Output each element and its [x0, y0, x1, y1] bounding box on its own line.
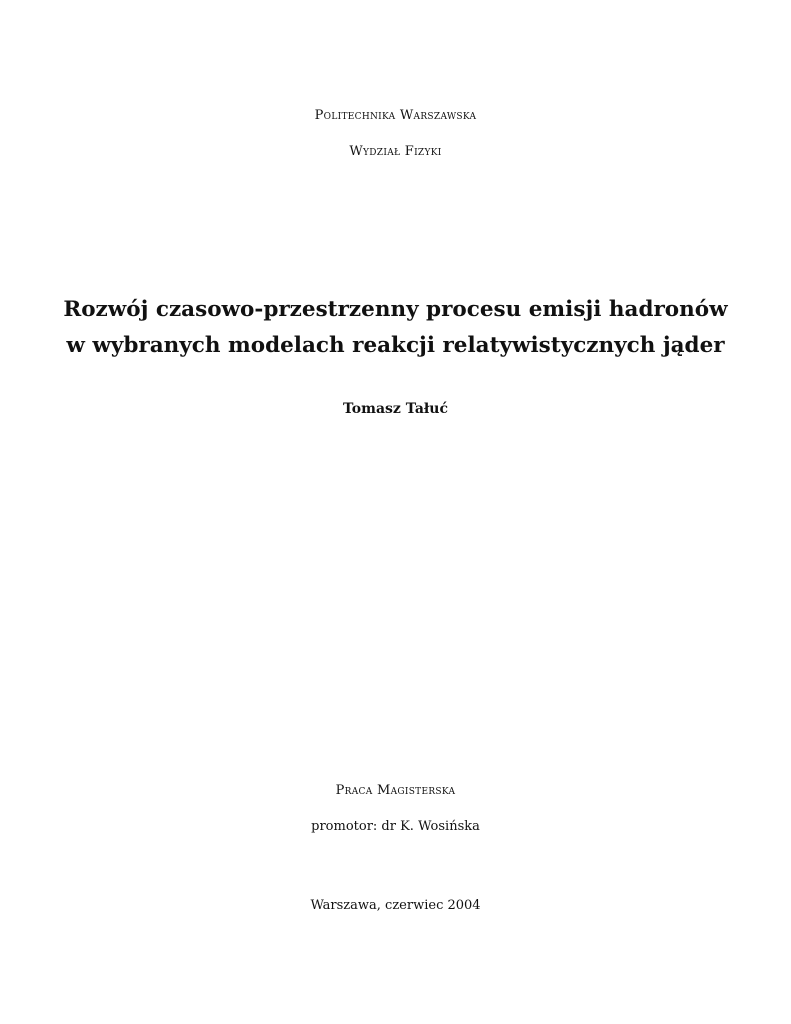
thesis-title-line-1: Rozwój czasowo-przestrzenny procesu emisji hadronów: [63, 297, 728, 322]
author-name: Tomasz Tałuć: [343, 401, 448, 417]
place-and-date: Warszawa, czerwiec 2004: [310, 898, 481, 913]
faculty-name: Wydział Fizyki: [349, 144, 442, 159]
thesis-title-line-2: w wybranych modelach reakcji relatywistycznych jąder: [66, 333, 725, 358]
thesis-type: Praca Magisterska: [335, 783, 456, 798]
university-name: Politechnika Warszawska: [314, 108, 477, 123]
supervisor: promotor: dr K. Wosińska: [311, 819, 480, 834]
